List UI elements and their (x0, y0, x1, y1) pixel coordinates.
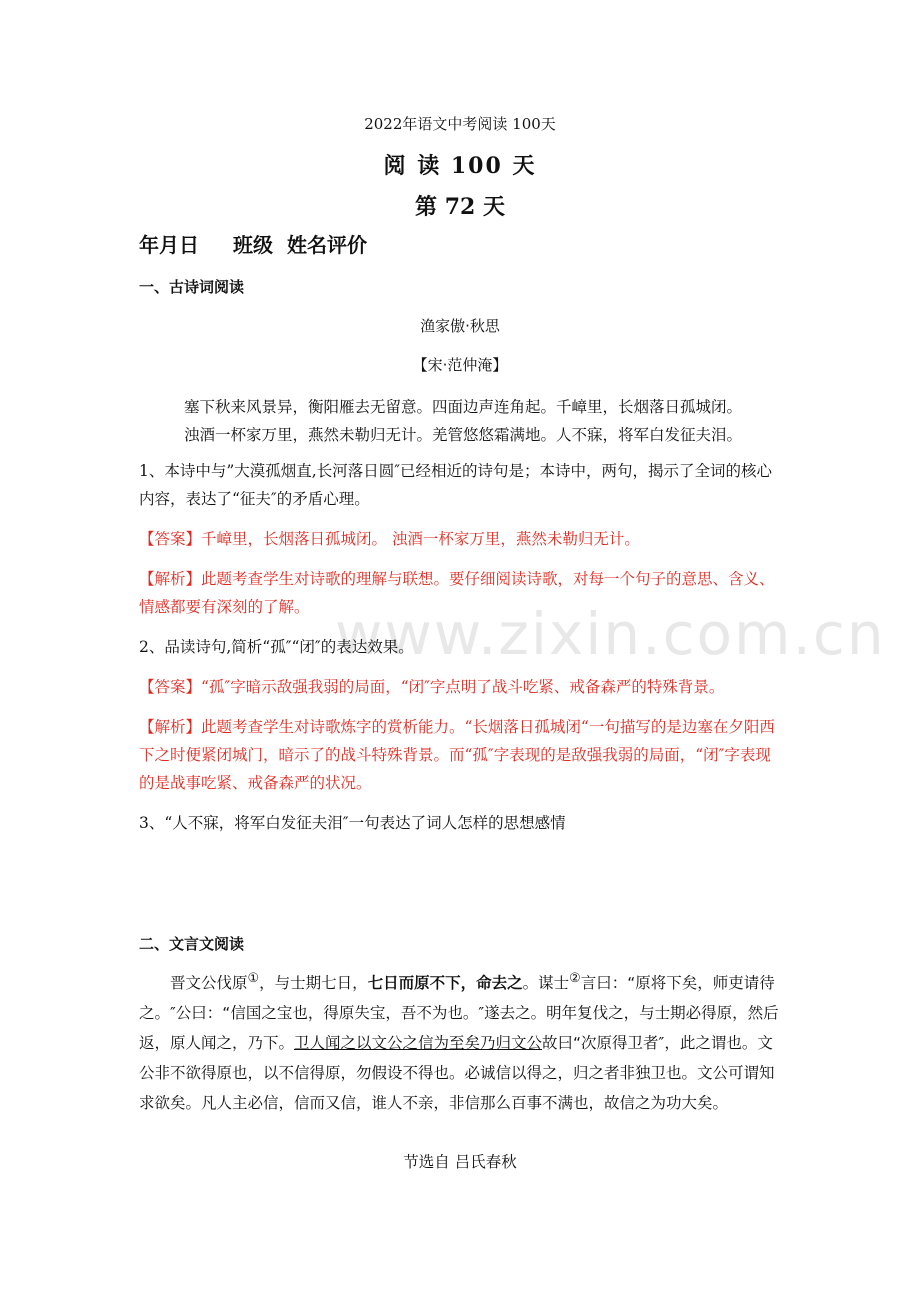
section-title-classical: 二、文言文阅读 (139, 935, 245, 953)
footnote-marker: ① (247, 971, 260, 986)
answer-2: 【答案】“孤″字暗示敌强我弱的局面，“闭″字点明了战斗吃紧、戒备森严的特殊背景。 (139, 678, 725, 696)
classical-passage (139, 964, 784, 1118)
passage-text: ，与士期七日， (259, 974, 368, 993)
poem-author: 【宋·范仲淹】 (412, 356, 508, 374)
passage-source: 节选自 吕氏春秋 (403, 1153, 517, 1171)
poem-title: 渔家傲·秋思 (420, 317, 500, 335)
day-title: 第 72 天 (415, 194, 505, 220)
poem-line: 浊酒一杯家万里，燕然未勒归无计。羌管悠悠霜满地。人不寐，将军白发征夫泪。 (184, 426, 743, 444)
passage-text: 。谋士 (522, 974, 570, 993)
explanation-1: 【解析】此题考查学生对诗歌的理解与联想。要仔细阅读诗歌，对每一个句子的意思、含义、情感都要有深刻的了解。 (139, 570, 775, 616)
passage-bold-text: 七日而原不下，命去之 (367, 974, 523, 993)
question-1: 1、本诗中与”大漠孤烟直,长河落日圆″已经相近的诗句是；本诗中，两句，揭示了全词的核心内容，表达了“征夫″的矛盾心理。 (139, 462, 773, 508)
poem-line: 塞下秋来风景异，衡阳雁去无留意。四面边声连角起。千嶂里，长烟落日孤城闭。 (184, 398, 743, 416)
answer-1: 【答案】千嶂里，长烟落日孤城闭。 浊酒一杯家万里，燕然未勒归无计。 (139, 530, 640, 548)
explanation-2: 【解析】此题考查学生对诗歌炼字的赏析能力。“长烟落日孤城闭“一句描写的是边塞在夕阳西下之时便紧闭城门，暗示了的战斗特殊背景。而“孤″字表现的是敌强我弱的局面，“闭″字表现的是战事吃紧、戒备森严的状况。 (139, 718, 775, 792)
passage-text: 言曰：“原将下矣，师吏请待之。″公曰：“信国之宝也，得原失宝，吾不为也。″遂去之。明年复伐之，与士期必得原，然后返，原人闻之，乃下。 (139, 974, 779, 1053)
footnote-marker: ② (569, 971, 581, 986)
question-2: 2、品读诗句,简析“孤″“闭″的表达效果。 (139, 638, 414, 656)
section-title-poetry: 一、古诗词阅读 (139, 278, 245, 296)
name-label: 姓名评价 (287, 233, 367, 257)
passage-text: 晋文公伐原 (170, 974, 248, 993)
passage-underlined-text: 卫人闻之以文公之信为至矣乃归文公 (294, 1034, 543, 1053)
watermark: www.zixin.com.cn (335, 600, 886, 668)
document-title: 阅 读 100 天 (383, 153, 537, 179)
class-label: 班级 (233, 233, 273, 257)
date-label: 年月日 (139, 233, 199, 257)
question-3: 3、“人不寐，将军白发征夫泪″一句表达了词人怎样的思想感情 (139, 814, 566, 832)
document-subtitle: 2022年语文中考阅读 100天 (364, 115, 556, 133)
passage-text: 故曰“次原得卫者″，此之谓也。文公非不欲得原也，以不信得原，勿假设不得也。必诚信以得之，归之者非独卫也。文公可谓知求欲矣。凡人主必信，信而又信，谁人不亲，非信那么百事不满也，故信之为功大矣。 (139, 1034, 775, 1113)
student-info-line (139, 229, 401, 258)
